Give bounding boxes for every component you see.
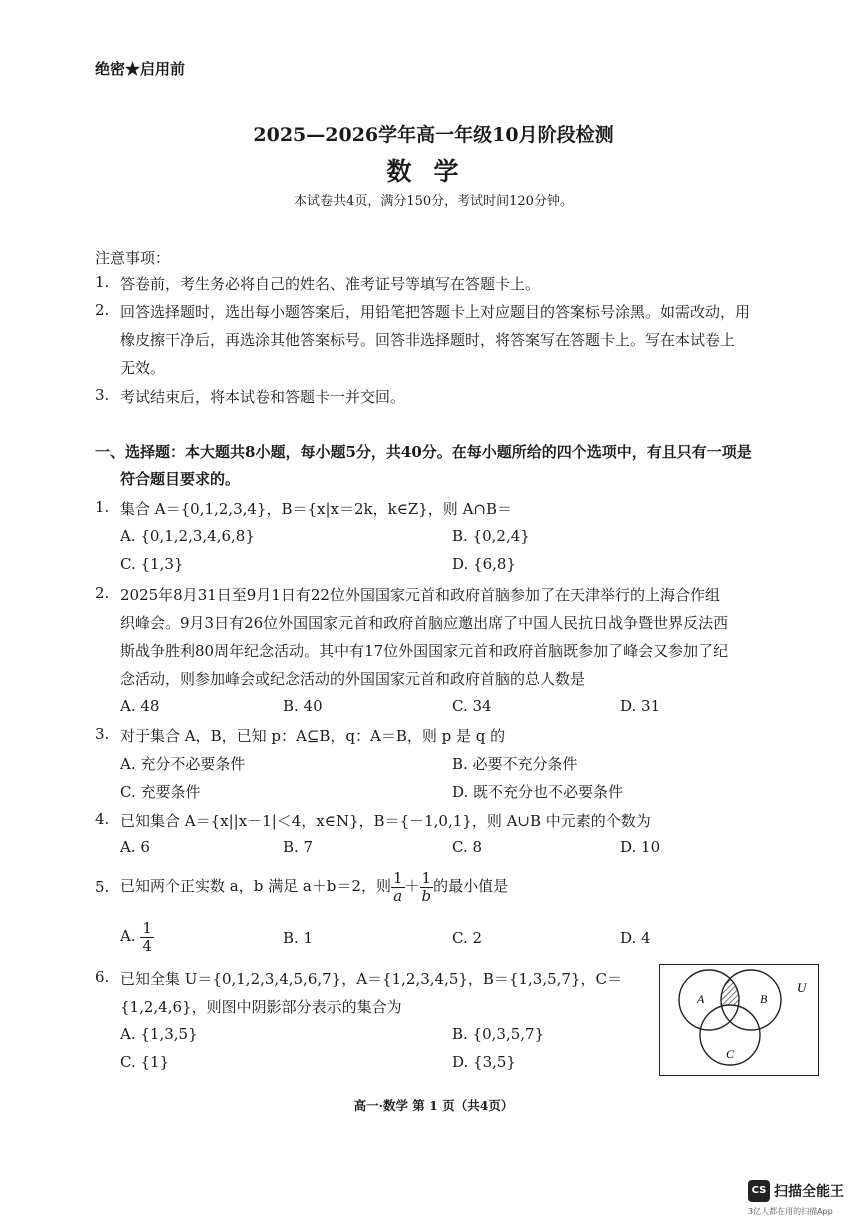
option-d: D. 10: [620, 838, 661, 856]
question-number: 5.: [95, 878, 110, 896]
question-stem: [120, 866, 508, 906]
option-d: D. 31: [620, 697, 661, 715]
plus-sign: ＋: [404, 877, 420, 895]
notice-text: 回答选择题时，选出每小题答案后，用铅笔把答题卡上对应题目的答案标号涂黑。如需改动，用: [120, 303, 751, 321]
notices-heading: 注意事项：: [95, 249, 171, 267]
notice-text: 橡皮擦干净后，再选涂其他答案标号。回答非选择题时，将答案写在答题卡上。写在本试卷上: [120, 331, 736, 349]
option-c: C. 34: [452, 697, 492, 715]
venn-svg: [660, 965, 817, 1074]
confidential-label: 绝密★启用前: [95, 60, 186, 78]
section-heading: 一、选择题：本大题共8小题，每小题5分，共40分。在每小题所给的四个选项中，有且只有一项是: [95, 443, 752, 461]
option-c: C. 充要条件: [120, 783, 201, 801]
venn-diagram: [659, 964, 819, 1076]
option-d: D. {3,5}: [452, 1053, 516, 1071]
option-b: B. {0,3,5,7}: [452, 1025, 545, 1043]
camscanner-logo: CS: [748, 1180, 770, 1202]
option-a: A. 充分不必要条件: [120, 755, 246, 773]
venn-label-b: B: [760, 992, 768, 1006]
option-c: C. 2: [452, 929, 483, 947]
question-stem: 念活动，则参加峰会或纪念活动的外国国家元首和政府首脑的总人数是: [120, 670, 586, 688]
notice-text: 无效。: [120, 359, 166, 377]
venn-label-u: U: [797, 980, 807, 995]
option-c: C. 8: [452, 838, 483, 856]
question-stem: 对于集合 A，B，已知 p：A⊆B，q：A＝B，则 p 是 q 的: [120, 727, 506, 745]
exam-info: 本试卷共4页，满分150分，考试时间120分钟。: [294, 194, 573, 209]
question-stem: 织峰会。9月3日有26位外国国家元首和政府首脑应邀出席了中国人民抗日战争暨世界反法西: [120, 614, 729, 632]
option-a: A. 6: [120, 838, 150, 856]
option-b: B. 40: [283, 697, 323, 715]
notice-number: 3.: [95, 386, 110, 404]
question-number: 3.: [95, 725, 110, 743]
option-b: B. 必要不充分条件: [452, 755, 578, 773]
option-d: D. 4: [620, 929, 651, 947]
option-b: B. 1: [283, 929, 314, 947]
question-number: 4.: [95, 810, 110, 828]
option-d: D. 既不充分也不必要条件: [452, 783, 624, 801]
stem-before: 已知两个正实数 a，b 满足 a＋b＝2，则: [120, 877, 391, 895]
option-a: A. $\frac{1}{4}$: [120, 918, 152, 955]
section-heading-cont: 符合题目要求的。: [120, 470, 241, 488]
question-stem: 已知集合 A＝{x||x－1|＜4，x∈N}，B＝{－1,0,1}，则 A∪B 中元素的个数为: [120, 812, 651, 830]
option-b: B. {0,2,4}: [452, 527, 530, 545]
option-a: A. {0,1,2,3,4,6,8}: [120, 527, 255, 545]
question-stem: 斯战争胜利80周年纪念活动。其中有17位外国国家元首和政府首脑既参加了峰会又参加了纪: [120, 642, 729, 660]
watermark-name: 扫描全能王: [774, 1184, 844, 1200]
question-stem: 2025年8月31日至9月1日有22位外国国家元首和政府首脑参加了在天津举行的上海合作组: [120, 586, 720, 604]
option-d: D. {6,8}: [452, 555, 516, 573]
question-number: 6.: [95, 968, 110, 986]
option-b: B. 7: [283, 838, 314, 856]
notice-text: 答卷前，考生务必将自己的姓名、准考证号等填写在答题卡上。: [120, 275, 541, 293]
fraction-1-over-a: $\frac{1}{a}$: [392, 868, 403, 905]
fraction-1-over-4: $\frac{1}{4}$: [142, 918, 152, 955]
stem-after: 的最小值是: [433, 877, 509, 895]
question-stem: {1,2,4,6}，则图中阴影部分表示的集合为: [120, 998, 402, 1016]
option-a: A. 48: [120, 697, 160, 715]
question-number: 1.: [95, 498, 110, 516]
venn-label-a: A: [697, 992, 705, 1006]
question-number: 2.: [95, 584, 110, 602]
venn-label-c: C: [726, 1047, 735, 1061]
watermark-tagline: 3亿人都在用的扫描App: [748, 1207, 833, 1216]
page-footer: 高一·数学 第 1 页（共4页）: [353, 1098, 514, 1113]
question-stem: 集合 A＝{0,1,2,3,4}，B＝{x|x＝2k，k∈Z}，则 A∩B＝: [120, 500, 513, 518]
subject-title: 数学: [386, 157, 481, 186]
notice-number: 1.: [95, 273, 110, 291]
option-a: A. {1,3,5}: [120, 1025, 198, 1043]
question-stem: 已知全集 U＝{0,1,2,3,4,5,6,7}，A＝{1,2,3,4,5}，B＝{1,3,5,7}，C＝: [120, 970, 622, 988]
exam-title: 2025—2026学年高一年级10月阶段检测: [253, 124, 614, 146]
notice-number: 2.: [95, 301, 110, 319]
option-c: C. {1}: [120, 1053, 170, 1071]
fraction-1-over-b: $\frac{1}{b}$: [421, 868, 432, 905]
notice-text: 考试结束后，将本试卷和答题卡一并交回。: [120, 388, 406, 406]
option-c: C. {1,3}: [120, 555, 184, 573]
